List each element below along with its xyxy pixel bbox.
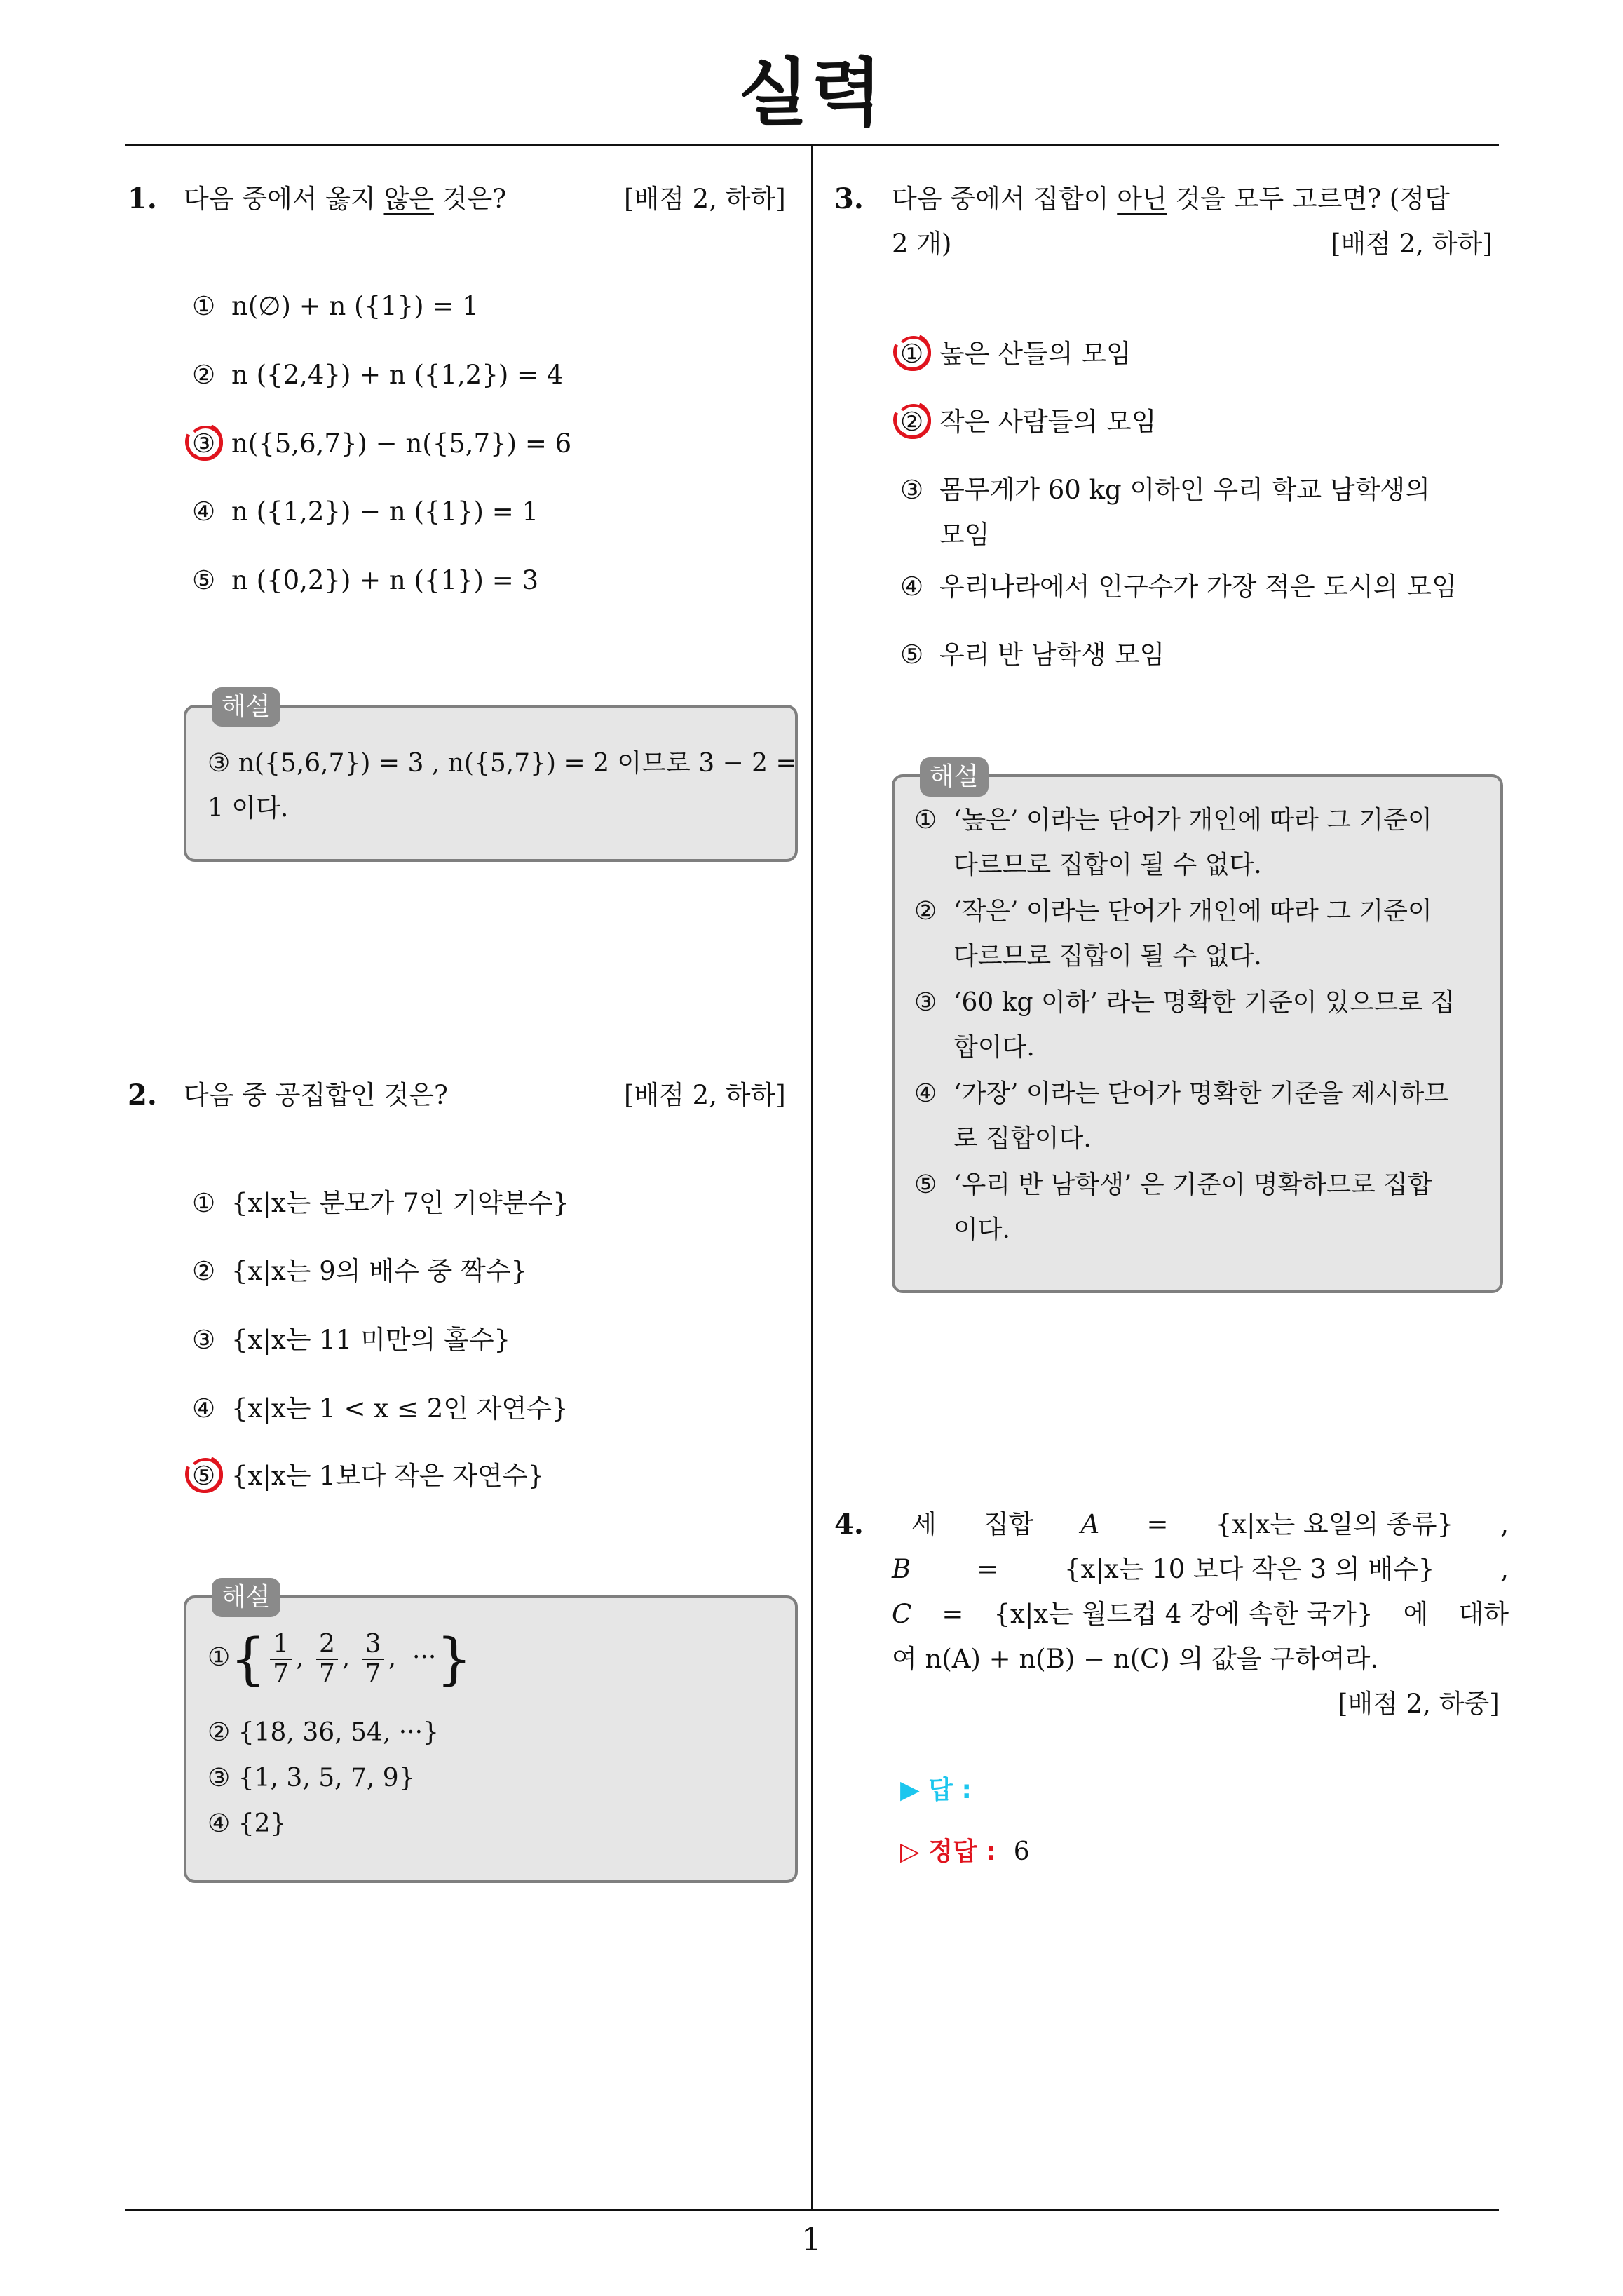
choice-text: {x|x는 9의 배수 중 짝수} [231, 1256, 528, 1286]
solution-text-continued: 다르므로 집합이 될 수 없다. [953, 942, 1262, 971]
choice-text: 우리 반 남학생 모임 [939, 640, 1165, 670]
word: 대하 [1458, 1599, 1509, 1629]
solution-item [914, 889, 1432, 934]
answer-circle-mark [896, 336, 931, 371]
solution-box [184, 1595, 798, 1883]
score-label: [배점 2, 하하] [1331, 229, 1493, 259]
choice-1[interactable] [900, 332, 1132, 370]
choice-2[interactable] [192, 1250, 527, 1288]
page-number: 1 [801, 2220, 822, 2258]
solution-item [914, 798, 1432, 843]
underlined-word: 아닌 [1117, 184, 1167, 214]
solution-box [892, 774, 1503, 1293]
choice-text: 작은 사람들의 모임 [939, 407, 1157, 437]
choice-3[interactable] [192, 1318, 510, 1356]
solution-text: ‘높은’ 이라는 단어가 개인에 따라 그 기준이 [953, 806, 1432, 835]
page-title: 실력 [738, 50, 885, 135]
solution-line: ③ n({5,6,7}) = 3 , n({5,7}) = 2 이므로 3 − 2 = [208, 749, 797, 778]
fraction [316, 1630, 338, 1688]
choice-number [192, 428, 231, 459]
choice-text: {x|x는 1 < x ≤ 2인 자연수} [231, 1393, 569, 1424]
question-text-part: 다음 중에서 옳지 [184, 184, 384, 214]
choice-number: ④ [192, 1393, 216, 1424]
choice-2[interactable] [192, 360, 563, 390]
choice-5[interactable] [192, 565, 538, 595]
word: 에 [1403, 1599, 1429, 1629]
solution-tag: 해설 [920, 757, 989, 797]
question-text [892, 177, 1450, 222]
column-divider [811, 145, 813, 2209]
question-number: 1. [128, 182, 157, 215]
solution-line: ③ {1, 3, 5, 7, 9} [208, 1764, 415, 1792]
solution-line: ①{ $\frac{1}{7}$ , $\frac{2}{7}$ , $\frac{3}{7}$ , ···} [208, 1626, 473, 1691]
choice-text: n ({1,2}) − n ({1}) = 1 [231, 497, 539, 527]
solution-text-continued: 이다. [953, 1215, 1010, 1244]
choice-number: ③ [900, 475, 924, 505]
equals: = [942, 1599, 964, 1629]
solution-box [184, 705, 798, 862]
correct-answer [900, 1832, 1030, 1868]
choice-number [900, 407, 939, 437]
numerator: 3 [362, 1630, 384, 1660]
denominator: 7 [365, 1659, 381, 1688]
solution-text: ‘가장’ 이라는 단어가 명확한 기준을 제시하므 [953, 1079, 1449, 1108]
solution-line: 1 이다. [208, 794, 289, 823]
solution-text: ‘우리 반 남학생’ 은 기준이 명확하므로 집합 [953, 1170, 1432, 1199]
choice-3[interactable] [900, 468, 1430, 506]
choice-1[interactable] [192, 291, 479, 321]
question-number: 3. [834, 182, 864, 215]
choice-3-continued: 모임 [939, 520, 990, 550]
question-line-4: 여 n(A) + n(B) − n(C) 의 값을 구하여라. [892, 1644, 1379, 1674]
solution-line: ④ {2} [208, 1809, 287, 1838]
question-text: 다음 중 공집합인 것은? [184, 1080, 448, 1110]
question-text-part: 것은? [433, 184, 507, 214]
choice-5[interactable] [900, 633, 1164, 671]
choice-number [192, 1461, 231, 1491]
choice-text: 높은 산들의 모임 [939, 339, 1132, 369]
choice-number-text: ③ [192, 428, 216, 459]
question-line-1 [892, 1502, 1509, 1547]
question-number: 2. [128, 1079, 157, 1112]
choice-number: ④ [900, 572, 924, 602]
word: 세 [911, 1509, 937, 1539]
choice-3[interactable] [192, 428, 571, 459]
question-text-part: 것을 모두 고르면? (정답 [1167, 184, 1450, 214]
solution-text-continued: 다르므로 집합이 될 수 없다. [953, 851, 1262, 879]
choice-number-text: ① [900, 339, 924, 369]
choice-number: ⑤ [192, 565, 216, 595]
denominator: 7 [273, 1659, 290, 1688]
brace-open: { [230, 1626, 266, 1691]
choice-text: n ({2,4}) + n ({1,2}) = 4 [231, 360, 564, 390]
word: 집합 [983, 1509, 1034, 1539]
denominator: 7 [318, 1659, 335, 1688]
brace-close: } [436, 1626, 473, 1691]
solution-number: ① [208, 1643, 231, 1672]
ellipsis: ··· [412, 1643, 437, 1672]
choice-text: {x|x는 분모가 7인 기약분수} [231, 1188, 569, 1218]
choice-2[interactable] [900, 400, 1156, 438]
choice-4[interactable] [900, 565, 1457, 603]
choice-text: n(∅) + n ({1}) = 1 [231, 291, 479, 321]
choice-4[interactable] [192, 497, 538, 527]
solution-tag: 해설 [212, 1578, 280, 1617]
set-name: A [1080, 1509, 1100, 1539]
set-name: C [892, 1599, 912, 1629]
choice-number [900, 339, 939, 369]
choice-number: ② [192, 360, 216, 390]
choice-text: {x|x는 11 미만의 홀수} [231, 1325, 511, 1355]
set-definition: {x|x는 요일의 종류} [1215, 1509, 1453, 1539]
fraction [270, 1630, 292, 1688]
solution-text: ‘작은’ 이라는 단어가 개인에 따라 그 기준이 [953, 897, 1432, 926]
choice-text: n({5,6,7}) − n({5,7}) = 6 [231, 428, 572, 459]
correct-answer-label: ▷ 정답 : [900, 1837, 996, 1866]
solution-tag: 해설 [212, 687, 280, 727]
solution-number: ⑤ [914, 1170, 937, 1199]
solution-number: ② [914, 897, 937, 926]
numerator: 2 [316, 1630, 338, 1660]
choice-number: ① [192, 1188, 216, 1218]
comma: , [1500, 1554, 1509, 1584]
score-label: [배점 2, 하하] [624, 184, 786, 214]
choice-4[interactable] [192, 1387, 569, 1425]
solution-text-continued: 합이다. [953, 1033, 1035, 1062]
score-label: [배점 2, 하중] [1338, 1689, 1500, 1719]
question-number: 4. [834, 1508, 864, 1541]
fraction [362, 1630, 384, 1688]
answer-circle-mark [188, 1458, 223, 1493]
solution-line: ② {18, 36, 54, ···} [208, 1718, 439, 1747]
choice-text: {x|x는 1보다 작은 자연수} [231, 1461, 545, 1491]
choice-text: 우리나라에서 인구수가 가장 적은 도시의 모임 [939, 572, 1457, 602]
solution-item [914, 1072, 1448, 1116]
answer-circle-mark [188, 426, 223, 461]
underlined-word: 않은 [383, 184, 434, 214]
set-name: B [892, 1554, 911, 1584]
question-text [184, 177, 506, 222]
choice-text: n ({0,2}) + n ({1}) = 3 [231, 565, 539, 595]
solution-text: ‘60 kg 이하’ 라는 명확한 기준이 있으므로 집 [953, 988, 1455, 1017]
correct-answer-value: 6 [1013, 1837, 1030, 1866]
choice-number: ⑤ [900, 640, 924, 670]
question-line-3 [892, 1592, 1509, 1637]
solution-item [914, 1163, 1432, 1208]
bottom-rule [125, 2209, 1499, 2211]
choice-number: ① [192, 291, 216, 321]
solution-number: ① [914, 806, 937, 835]
choice-1[interactable] [192, 1182, 569, 1220]
choice-number: ③ [192, 1325, 216, 1355]
choice-text: 몸무게가 60 kg 이하인 우리 학교 남학생의 [939, 475, 1430, 505]
solution-text-continued: 로 집합이다. [953, 1124, 1092, 1153]
question-text-line2: 2 개) [892, 229, 952, 259]
choice-number-text: ⑤ [192, 1461, 216, 1491]
comma: , [1500, 1509, 1509, 1539]
set-definition: {x|x는 10 보다 작은 3 의 배수} [1064, 1554, 1435, 1584]
equals: = [1146, 1509, 1169, 1539]
choice-number-text: ② [900, 407, 924, 437]
equals: = [977, 1554, 999, 1584]
choice-number: ② [192, 1256, 216, 1286]
answer-circle-mark [896, 404, 931, 439]
solution-number: ③ [914, 988, 937, 1017]
answer-label: ▶ 답 : [900, 1776, 972, 1804]
set-definition: {x|x는 월드컵 4 강에 속한 국가} [993, 1599, 1373, 1629]
choice-number: ④ [192, 497, 216, 527]
question-text-part: 다음 중에서 집합이 [892, 184, 1118, 214]
choice-5[interactable] [192, 1454, 544, 1492]
solution-number: ④ [914, 1079, 937, 1108]
score-label: [배점 2, 하하] [624, 1080, 786, 1110]
question-line-2 [892, 1547, 1509, 1592]
solution-item [914, 980, 1455, 1025]
numerator: 1 [270, 1630, 292, 1660]
